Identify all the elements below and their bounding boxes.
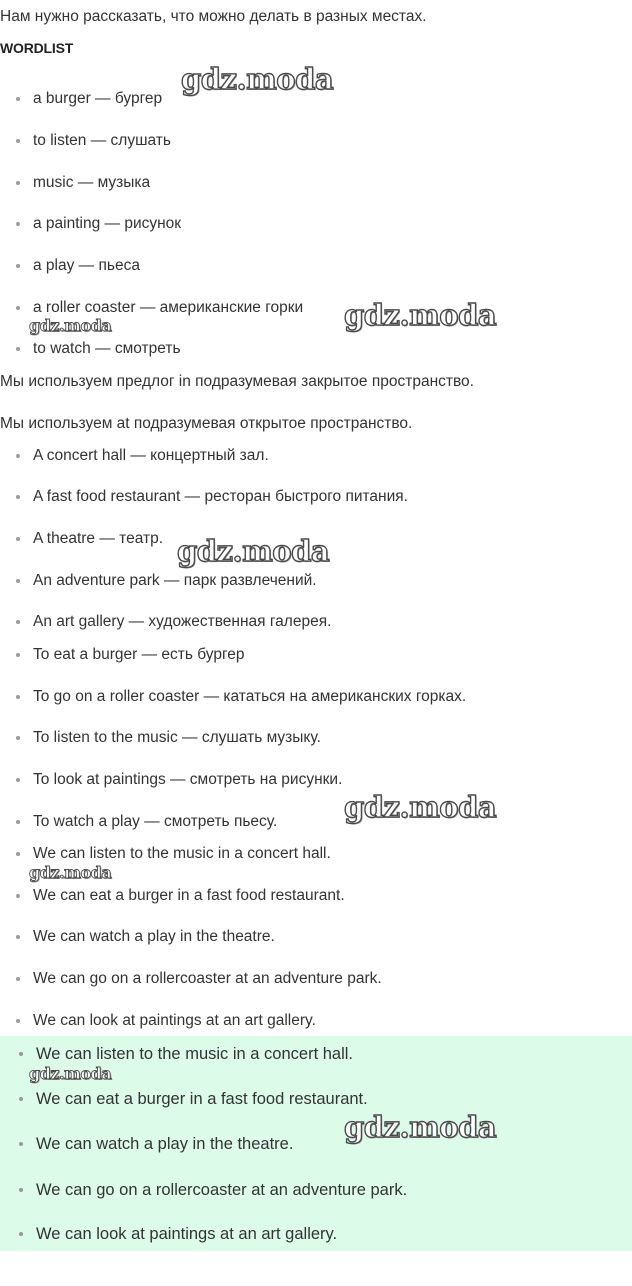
bullet-icon	[16, 264, 20, 268]
bullet-icon	[16, 620, 20, 624]
bullet-icon	[16, 820, 20, 824]
answer-item: We can look at paintings at an art gallery.	[0, 1223, 600, 1245]
rule-at-text: Мы используем at подразумевая открытое пространство.	[0, 415, 413, 432]
sentence-item: We can listen to the music in a concert hall.	[0, 843, 600, 865]
bullet-icon	[16, 695, 20, 699]
place-item: A fast food restaurant — ресторан быстрого питания.	[0, 486, 600, 508]
place-item: An adventure park — парк развлечений.	[0, 570, 600, 592]
bullet-icon	[16, 97, 20, 101]
bullet-icon	[16, 653, 20, 657]
action-item: To eat a burger — есть бургер	[0, 644, 600, 666]
bullet-icon	[19, 1052, 23, 1056]
bullet-icon	[16, 1019, 20, 1023]
bullet-icon	[16, 579, 20, 583]
watermark-logo: gdz.moda	[344, 1110, 497, 1144]
wordlist-item: a play — пьеса	[0, 255, 600, 277]
bullet-icon	[19, 1188, 23, 1192]
bullet-icon	[16, 181, 20, 185]
bullet-icon	[16, 852, 20, 856]
sentence-item: We can watch a play in the theatre.	[0, 926, 600, 948]
wordlist-item: to watch — смотреть	[0, 338, 600, 360]
intro-text: Нам нужно рассказать, что можно делать в разных местах.	[0, 8, 427, 25]
wordlist-item: a roller coaster — американские горки	[0, 297, 600, 319]
action-item: To watch a play — смотреть пьесу.	[0, 811, 600, 833]
bullet-icon	[16, 778, 20, 782]
action-item: To go on a roller coaster — кататься на американских горках.	[0, 686, 600, 708]
answer-item: We can listen to the music in a concert hall.	[0, 1043, 600, 1065]
watermark-logo: gdz.moda	[177, 534, 330, 568]
bullet-icon	[19, 1142, 23, 1146]
sentence-item: We can eat a burger in a fast food restaurant.	[0, 885, 600, 907]
answer-item: We can go on a rollercoaster at an adventure park.	[0, 1179, 600, 1201]
wordlist-item: a burger — бургер	[0, 88, 600, 110]
wordlist-item: a painting — рисунок	[0, 213, 600, 235]
bullet-icon	[16, 347, 20, 351]
rule-in-text: Мы используем предлог in подразумевая закрытое пространство.	[0, 373, 474, 390]
answer-item: We can eat a burger in a fast food restaurant.	[0, 1088, 600, 1110]
bullet-icon	[16, 306, 20, 310]
action-item: To look at paintings — смотреть на рисунки.	[0, 769, 600, 791]
watermark-logo: gdz.moda	[29, 316, 112, 335]
watermark-logo: gdz.moda	[344, 298, 497, 332]
watermark-logo: gdz.moda	[29, 863, 112, 882]
watermark-logo: gdz.moda	[181, 62, 334, 96]
place-item: A theatre — театр.	[0, 528, 600, 550]
bullet-icon	[16, 935, 20, 939]
bullet-icon	[16, 495, 20, 499]
wordlist-item: music — музыка	[0, 172, 600, 194]
action-item: To listen to the music — слушать музыку.	[0, 727, 600, 749]
sentence-item: We can go on a rollercoaster at an adventure park.	[0, 968, 600, 990]
wordlist-heading: WORDLIST	[0, 40, 74, 56]
bullet-icon	[19, 1097, 23, 1101]
bullet-icon	[19, 1232, 23, 1236]
bullet-icon	[16, 977, 20, 981]
watermark-logo: gdz.moda	[29, 1064, 112, 1083]
wordlist-item: to listen — слушать	[0, 130, 600, 152]
bullet-icon	[16, 736, 20, 740]
bullet-icon	[16, 894, 20, 898]
bullet-icon	[16, 139, 20, 143]
sentence-item: We can look at paintings at an art gallery.	[0, 1010, 600, 1032]
place-item: A concert hall — концертный зал.	[0, 445, 600, 467]
bullet-icon	[16, 537, 20, 541]
bullet-icon	[16, 454, 20, 458]
watermark-logo: gdz.moda	[344, 790, 497, 824]
answer-item: We can watch a play in the theatre.	[0, 1133, 600, 1155]
bullet-icon	[16, 222, 20, 226]
place-item: An art gallery — художественная галерея.	[0, 611, 600, 633]
